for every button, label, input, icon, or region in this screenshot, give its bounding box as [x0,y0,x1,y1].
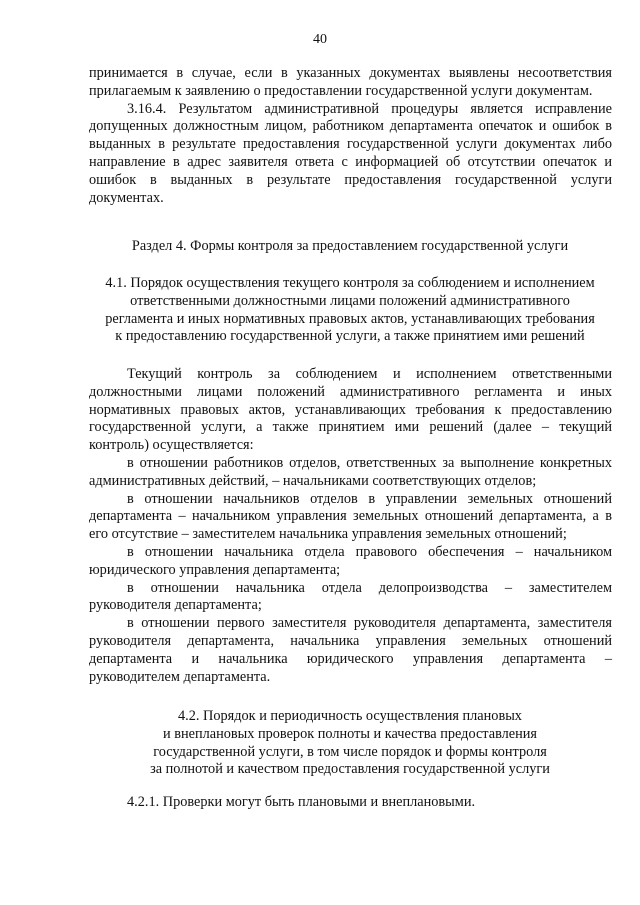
paragraph-block-4-2-1 [89,794,612,812]
paragraph-continuation: принимается в случае, если в указанных документах выявлены несоответствия прилагаемым к заявлению о предоставлении государственной услуги документам. [89,65,612,99]
paragraph-control-deputies: в отношении первого заместителя руководителя департамента, заместителя руководителя департамента, начальника управления земельных отношений департамента и начальника юридического управления департамента – руководителем департамента. [89,615,612,685]
paragraph-control-departments: в отношении работников отделов, ответственных за выполнение конкретных административных действий, – начальниками соответствующих отделов; [89,454,612,489]
paragraph-block-procedure-result [89,65,612,207]
paragraph-control-legal: в отношении начальника отдела правового обеспечения – начальником юридического управления департамента; [89,543,612,578]
heading-4-1: 4.1. Порядок осуществления текущего контроля за соблюдением и исполнением ответственными должностными лицами положений административного регламента и иных нормативных правовых актов, устанавливающих требования к предоставлению государственной услуги, а также принятием ими решений [105,275,595,345]
paragraph-control-department-heads: в отношении начальников отделов в управлении земельных отношений департамента – начальником управления земельных отношений департамента, а в его отсутствие – заместителем начальника управления земельных отношений; [89,490,612,543]
paragraph-4-2-1: 4.2.1. Проверки могут быть плановыми и внеплановыми. [127,794,476,810]
paragraph-block-current-control [89,366,612,686]
paragraph-control-records: в отношении начальника отдела делопроизводства – заместителем руководителя департамента; [89,579,612,614]
heading-4-2: 4.2. Порядок и периодичность осуществления плановых и внеплановых проверок полноты и качества предоставления государственной услуги, в том числе порядок и формы контроля за полнотой и качеством предоставления государственной услуги [150,708,550,778]
paragraph-current-control-intro: Текущий контроль за соблюдением и исполнением ответственными должностными лицами положений административного регламента и иных нормативных правовых актов, устанавливающих требования к предоставлению государственной услуги, а также принятием ими решений (далее – текущий контроль) осуществляется: [89,366,612,454]
paragraph-3-16-4: 3.16.4. Результатом административной процедуры является исправление допущенных должностным лицом, работником департамента опечаток и ошибок в выданных в результате предоставления государственной услуги документах либо направление в адрес заявителя ответа с информацией об отсутствии опечаток и ошибок в выданных в результате предоставления государственной услуги документах. [89,100,612,206]
page-number: 40 [313,32,327,47]
section-4-title: Раздел 4. Формы контроля за предоставлением государственной услуги [131,238,569,254]
